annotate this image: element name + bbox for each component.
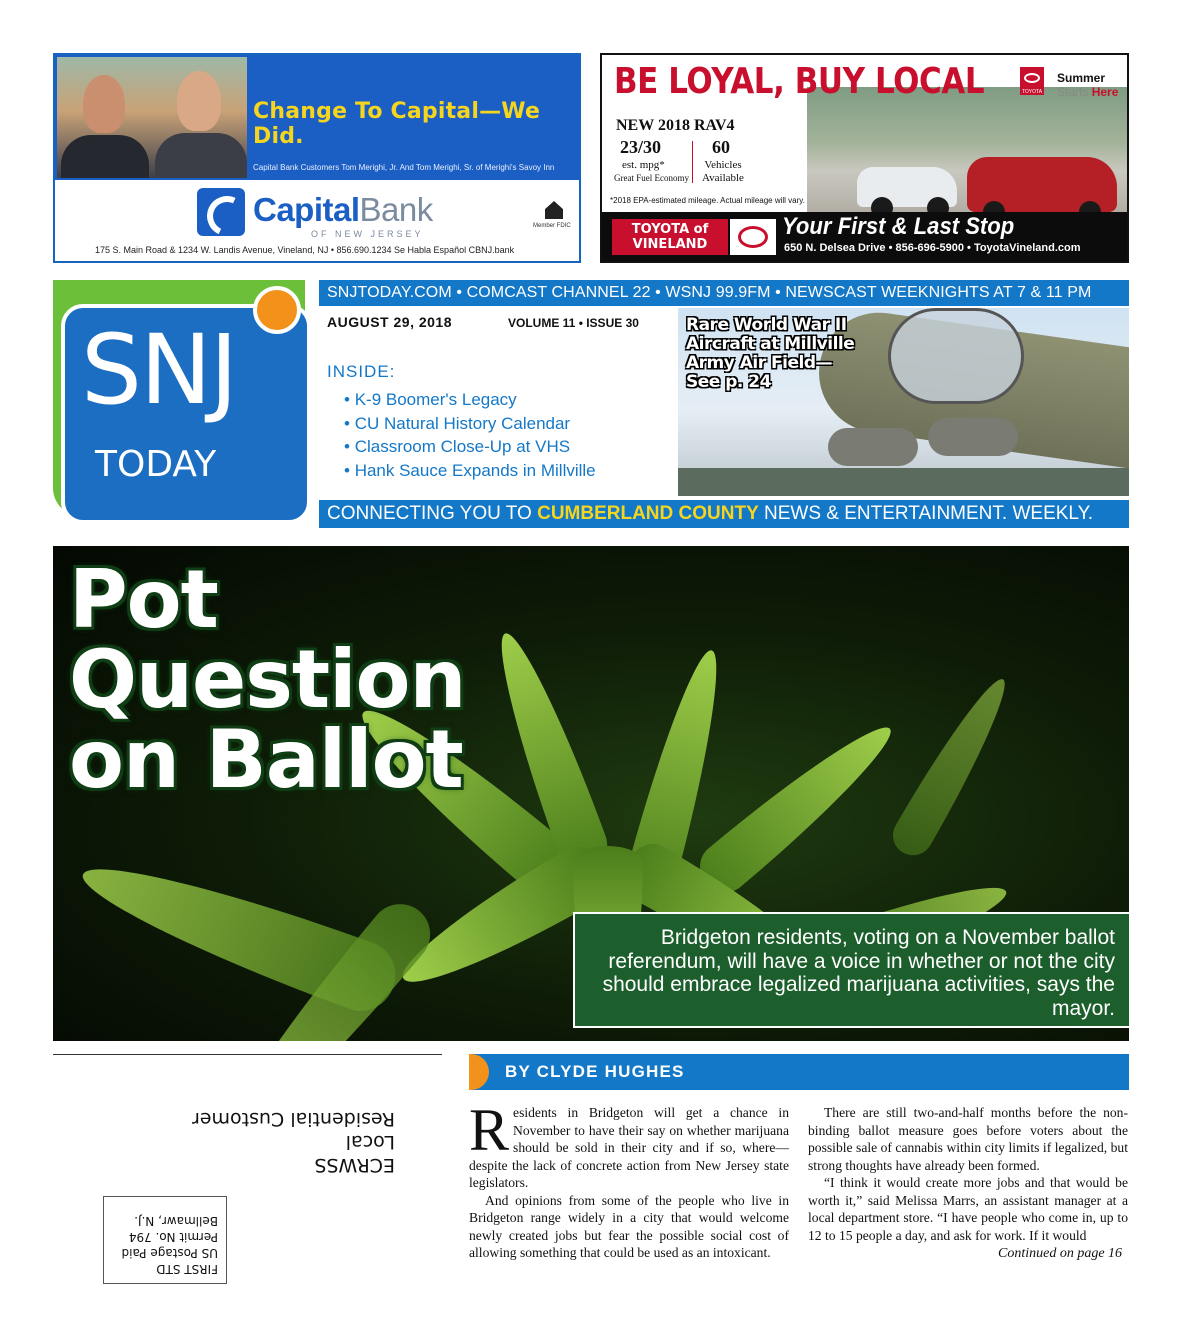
ad-photo — [807, 87, 1129, 227]
toyota-ad[interactable] — [600, 53, 1129, 263]
dealer-tagline: Your First & Last Stop — [782, 213, 1015, 240]
dealer-address: 650 N. Delsea Drive • 856-696-5900 • ToyotaVineland.com — [784, 242, 1081, 254]
inside-item[interactable]: • CU Natural History Calendar — [344, 412, 596, 436]
orange-dot-icon — [253, 286, 301, 334]
article-paragraph: There are still two-and-half months before the non-binding ballot measure goes before voters about the possible sale of cannabis within city limits if legalized, but strong thoughts have already been formed. — [808, 1105, 1128, 1173]
drop-cap: R — [469, 1097, 510, 1163]
snj-today-logo[interactable] — [53, 278, 315, 526]
promo-headline: Rare World War II Aircraft at Millville Army Air Field— See p. 24 — [686, 315, 855, 392]
ad-slogan: Change To Capital—We Did. — [253, 99, 541, 149]
article-column — [808, 1104, 1128, 1244]
vehicle-model: NEW 2018 RAV4 — [616, 117, 735, 134]
byline: BY CLYDE HUGHES — [505, 1062, 685, 1081]
capital-bank-logo-icon — [197, 188, 245, 236]
ad-headline: BE LOYAL, BUY LOCAL — [614, 61, 985, 102]
divider — [692, 141, 693, 183]
ad-caption: Capital Bank Customers Tom Merighi, Jr. And Tom Merighi, Sr. of Merighi's Savoy Inn — [253, 163, 555, 172]
mpg-label: est. mpg* — [622, 159, 665, 171]
logo-subword: TODAY — [95, 444, 217, 485]
issue-date: AUGUST 29, 2018 — [327, 314, 452, 330]
summer-sublabel: Starts Here — [1057, 85, 1119, 99]
article-paragraph: Residents in Bridgeton will get a chance in November to have their say on whether marijuana should be sold in their city and if so, where—despite the lack of concrete action from New Jersey state legislators. — [469, 1097, 789, 1190]
mailing-address: ECRWSS Local Residential Customer — [192, 1108, 395, 1176]
ad-photo — [57, 57, 247, 178]
capital-bank-ad[interactable] — [53, 53, 581, 263]
mpg-sublabel: Great Fuel Economy — [614, 173, 689, 183]
inside-list — [344, 388, 596, 482]
fdic-note: Member FDIC — [533, 223, 571, 229]
hero-image[interactable] — [53, 546, 1129, 1041]
toyota-wordmark: TOYOTA — [1021, 89, 1043, 95]
mailing-label — [55, 1092, 395, 1292]
toyota-emblem-icon — [730, 219, 776, 255]
masthead-tagline: CONNECTING YOU TO CUMBERLAND COUNTY NEWS & ENTERTAINMENT. WEEKLY. — [319, 500, 1129, 528]
epa-note: *2018 EPA-estimated mileage. Actual mileage will vary. — [610, 196, 805, 205]
inside-item[interactable]: • Hank Sauce Expands in Millville — [344, 459, 596, 483]
vehicles-label: Vehicles Available — [702, 159, 744, 184]
continued-link[interactable]: Continued on page 16 — [998, 1246, 1123, 1261]
hero-headline: Pot Question on Ballot — [69, 553, 466, 806]
mpg-value: 23/30 — [620, 137, 662, 157]
inside-item[interactable]: • K-9 Boomer's Legacy — [344, 388, 596, 412]
aircraft-promo[interactable] — [678, 308, 1129, 496]
summer-label: Summer — [1057, 71, 1106, 85]
logo-wordmark: SNJ — [81, 314, 237, 426]
capital-bank-subtitle: OF NEW JERSEY — [311, 229, 424, 239]
inside-heading: INSIDE: — [327, 362, 396, 381]
masthead-banner: SNJTODAY.COM • COMCAST CHANNEL 22 • WSNJ 99.9FM • NEWSCAST WEEKNIGHTS AT 7 & 11 PM — [319, 280, 1129, 306]
dealer-logo: TOYOTA of VINELAND — [612, 219, 728, 255]
postage-permit: FIRST STD US Postage Paid Permit No. 794 Bellmawr, N.J. — [103, 1196, 227, 1284]
hero-dek: Bridgeton residents, voting on a November ballot referendum, will have a voice in whether or not the city should embrace legalized marijuana activities, says the mayor. — [573, 912, 1129, 1028]
ad-banner — [55, 55, 579, 180]
vehicles-count: 60 — [712, 137, 730, 157]
inside-item[interactable]: • Classroom Close-Up at VHS — [344, 435, 596, 459]
article-column — [469, 1097, 789, 1262]
article-paragraph: And opinions from some of the people who live in Bridgeton range widely in a city that would welcome newly created jobs but fear the possible social cost of allowing something that could be used as an intoxicant. — [469, 1192, 789, 1260]
capital-bank-brand: CapitalBank — [253, 191, 433, 228]
capital-bank-address: 175 S. Main Road & 1234 W. Landis Avenue, Vineland, NJ • 856.690.1234 Se Habla Español CBNJ.bank — [95, 245, 515, 255]
issue-volume: VOLUME 11 • ISSUE 30 — [508, 316, 639, 330]
divider — [53, 1054, 442, 1055]
equal-housing-icon — [545, 201, 563, 219]
article-paragraph: “I think it would create more jobs and that would be worth it,” said Melissa Marrs, an assistant manager at a local department store. “I have people who come in, up to 12 to 15 people a day, and ask for work. If it would — [808, 1175, 1128, 1243]
